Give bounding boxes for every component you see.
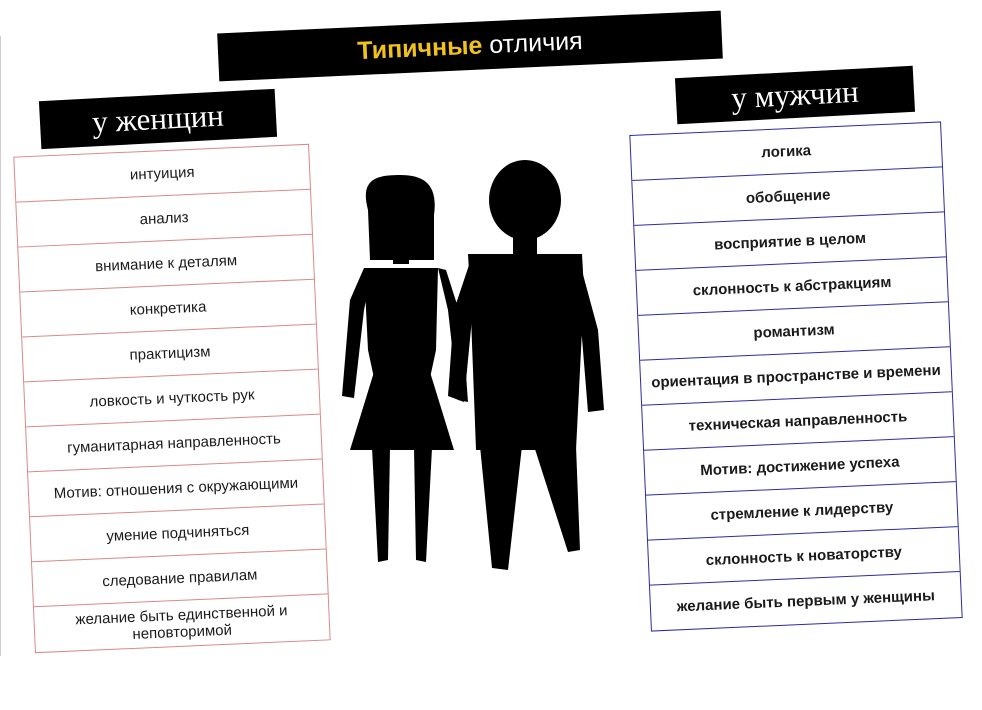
women-trait-item: Мотив: отношения с окружающими (28, 460, 324, 518)
women-traits-list (13, 144, 330, 653)
women-trait-item: анализ (16, 190, 312, 248)
men-trait-item: Мотив: достижение успеха (644, 437, 956, 495)
men-trait-item: обобщение (632, 167, 944, 225)
men-trait-item: восприятие в целом (634, 212, 946, 270)
women-trait-item: практицизм (22, 325, 318, 383)
men-heading: у мужчин (675, 66, 915, 124)
woman-silhouette-icon (342, 175, 468, 562)
women-trait-item: интуиция (14, 145, 310, 203)
couple-silhouettes (330, 150, 620, 590)
women-trait-item: конкретика (20, 280, 316, 338)
title-banner (217, 11, 723, 82)
women-trait-item: ловкость и чуткость рук (24, 370, 320, 428)
men-trait-item: стремление к лидерству (646, 482, 958, 540)
women-heading: у женщин (39, 89, 277, 149)
page-edge-line (0, 36, 1, 656)
men-trait-item: склонность к новаторству (648, 527, 960, 585)
man-silhouette-icon (448, 160, 604, 570)
women-trait-item: следование правилам (32, 549, 328, 607)
women-trait-item: умение подчиняться (30, 504, 326, 562)
women-trait-item: желание быть единственной и неповторимой (75, 601, 288, 643)
men-trait-item: желание быть первым у женщины (676, 587, 936, 616)
women-trait-item: гуманитарная направленность (26, 415, 322, 473)
men-trait-item: ориентация в пространстве и времени (640, 347, 952, 405)
title-accent: Типичные (356, 30, 483, 65)
men-trait-item: логика (630, 122, 942, 180)
men-traits-list (629, 121, 962, 631)
title-rest: отличия (488, 26, 584, 59)
women-trait-item: внимание к деталям (18, 235, 314, 293)
men-trait-item: склонность к абстракциям (636, 257, 948, 315)
men-trait-item: романтизм (638, 302, 950, 360)
men-trait-item: техническая направленность (642, 392, 954, 450)
